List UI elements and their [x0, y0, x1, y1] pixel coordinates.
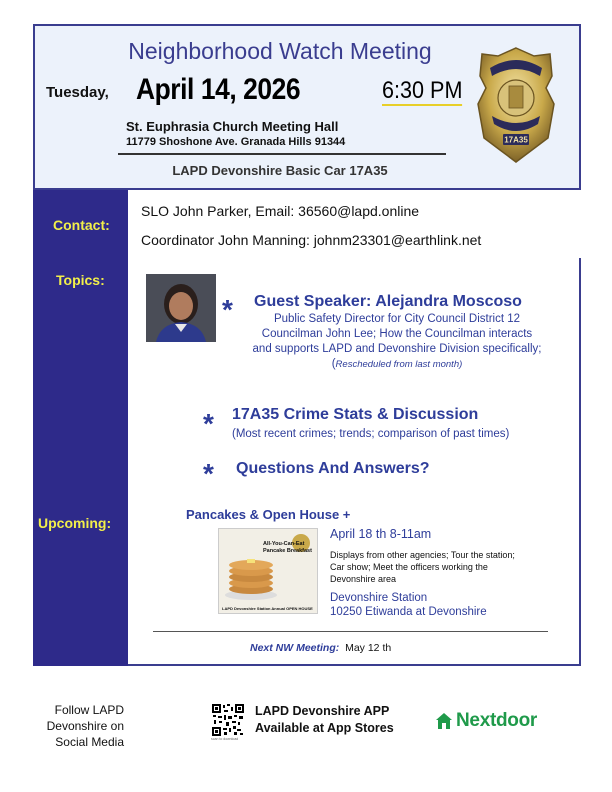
- app-title: LAPD Devonshire APP: [255, 704, 390, 718]
- header-divider: [118, 153, 446, 155]
- speaker-heading: Guest Speaker: Alejandra Moscoso: [254, 293, 522, 310]
- contact-slo: SLO John Parker, Email: 36560@lapd.online: [141, 203, 420, 219]
- bullet-star-icon: *: [222, 294, 233, 325]
- speaker-photo: [146, 274, 216, 342]
- next-meeting: [250, 642, 391, 654]
- speaker-desc-text: Public Safety Director for City Council District 12 Councilman John Lee; How the Councilman interacts and supports LAPD and Devonshire Division specifically; (: [252, 313, 542, 370]
- app-availability: Available at App Stores: [255, 721, 394, 735]
- qr-caption: scan to download: [211, 737, 239, 741]
- upcoming-divider: [153, 631, 548, 632]
- meeting-address: 11779 Shoshone Ave. Granada Hills 91344: [126, 136, 346, 148]
- meeting-time: 6:30 PM: [382, 77, 463, 104]
- speaker-note: Rescheduled from last month): [335, 359, 463, 370]
- contact-coordinator: Coordinator John Manning: johnm23301@earthlink.net: [141, 232, 482, 248]
- upcoming-description: Displays from other agencies; Tour the station; Car show; Meet the officers working the Devonshire area: [330, 550, 515, 584]
- upcoming-label: Upcoming:: [38, 515, 112, 531]
- speaker-description: [252, 312, 542, 372]
- contact-label: Contact:: [53, 217, 110, 233]
- basic-car-label: LAPD Devonshire Basic Car 17A35: [172, 163, 388, 178]
- upcoming-location-address: 10250 Etiwanda at Devonshire: [330, 606, 487, 618]
- nextdoor-logo: Nextdoor: [456, 710, 537, 731]
- bullet-star-icon: *: [203, 458, 214, 489]
- meeting-day: Tuesday,: [46, 84, 109, 101]
- upcoming-location-name: Devonshire Station: [330, 592, 428, 604]
- meeting-date: April 14, 2026: [136, 73, 301, 106]
- police-badge-icon: [476, 46, 556, 164]
- qa-heading: Questions And Answers?: [236, 460, 430, 477]
- bullet-star-icon: *: [203, 408, 214, 439]
- flyer-title: All-You-Can-Eat Pancake Breakfast: [263, 541, 312, 554]
- page-title: Neighborhood Watch Meeting: [128, 38, 432, 64]
- pancake-flyer-image: [218, 528, 318, 614]
- next-meeting-date: May 12 th: [345, 642, 392, 654]
- social-media-note: Follow LAPD Devonshire on Social Media: [46, 703, 124, 749]
- upcoming-date: April 18 th 8-11am: [330, 527, 432, 541]
- nextdoor-house-icon: [435, 712, 453, 730]
- meeting-venue: St. Euphrasia Church Meeting Hall: [126, 119, 339, 134]
- qr-code-icon: [212, 704, 244, 736]
- flyer-caption: LAPD Devonshire Station Annual OPEN HOUSE: [222, 606, 313, 611]
- crime-stats-heading: 17A35 Crime Stats & Discussion: [232, 406, 479, 423]
- upcoming-heading: Pancakes & Open House +: [186, 507, 351, 522]
- sidebar-column: [33, 190, 128, 666]
- next-meeting-label: Next NW Meeting:: [250, 642, 340, 654]
- crime-stats-description: (Most recent crimes; trends; comparison of past times): [232, 428, 510, 440]
- topics-label: Topics:: [56, 272, 105, 288]
- svg-text:17A35: 17A35: [504, 135, 528, 145]
